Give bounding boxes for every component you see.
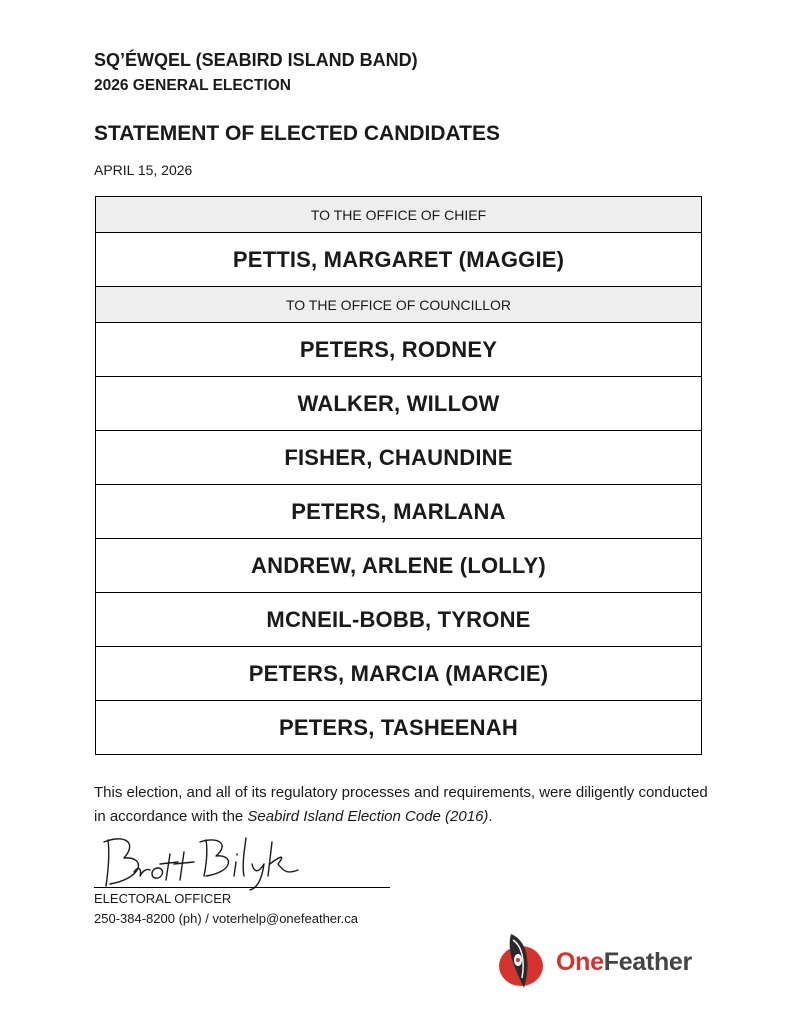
councillor-name: FISHER, CHAUNDINE: [96, 431, 702, 485]
band-name: SQ’ÉWQEL (SEABIRD ISLAND BAND): [94, 50, 418, 70]
councillor-row: [96, 539, 702, 593]
note-text: This election, and all of its regulatory processes and requirements, were diligently conducted in accordance with the: [94, 784, 708, 825]
councillor-name: PETERS, MARCIA (MARCIE): [96, 647, 702, 701]
chief-name: PETTIS, MARGARET (MAGGIE): [96, 233, 702, 287]
results-table: [95, 196, 702, 755]
councillor-name: PETERS, TASHEENAH: [96, 701, 702, 755]
note-end: .: [488, 808, 493, 825]
councillor-name: PETERS, RODNEY: [96, 323, 702, 377]
officer-title: ELECTORAL OFFICER: [94, 891, 232, 906]
certification-note: [94, 781, 714, 829]
signature-line: [94, 887, 390, 888]
statement-title: STATEMENT OF ELECTED CANDIDATES: [94, 122, 500, 145]
councillor-office-row: [96, 287, 702, 323]
councillor-row: [96, 431, 702, 485]
councillor-row: [96, 485, 702, 539]
councillor-name: MCNEIL-BOBB, TYRONE: [96, 593, 702, 647]
councillor-row: [96, 701, 702, 755]
councillor-name: PETERS, MARLANA: [96, 485, 702, 539]
chief-office-row: [96, 197, 702, 233]
officer-contact: 250-384-8200 (ph) / voterhelp@onefeather.ca: [94, 911, 358, 926]
statement-date: APRIL 15, 2026: [94, 162, 193, 178]
election-title: 2026 GENERAL ELECTION: [94, 77, 291, 94]
councillor-name: WALKER, WILLOW: [96, 377, 702, 431]
councillor-row: [96, 647, 702, 701]
councillor-office-label: TO THE OFFICE OF COUNCILLOR: [96, 287, 702, 323]
councillor-row: [96, 323, 702, 377]
logo-wordmark: [556, 948, 692, 977]
councillor-name: ANDREW, ARLENE (LOLLY): [96, 539, 702, 593]
feather-icon: [496, 930, 546, 990]
logo-text-feather: Feather: [603, 948, 692, 976]
logo-text-one: One: [556, 948, 604, 976]
councillor-row: [96, 377, 702, 431]
councillor-row: [96, 593, 702, 647]
officer-signature: [94, 828, 394, 892]
chief-office-label: TO THE OFFICE OF CHIEF: [96, 197, 702, 233]
election-code-title: Seabird Island Election Code (2016): [247, 808, 489, 825]
chief-row: [96, 233, 702, 287]
